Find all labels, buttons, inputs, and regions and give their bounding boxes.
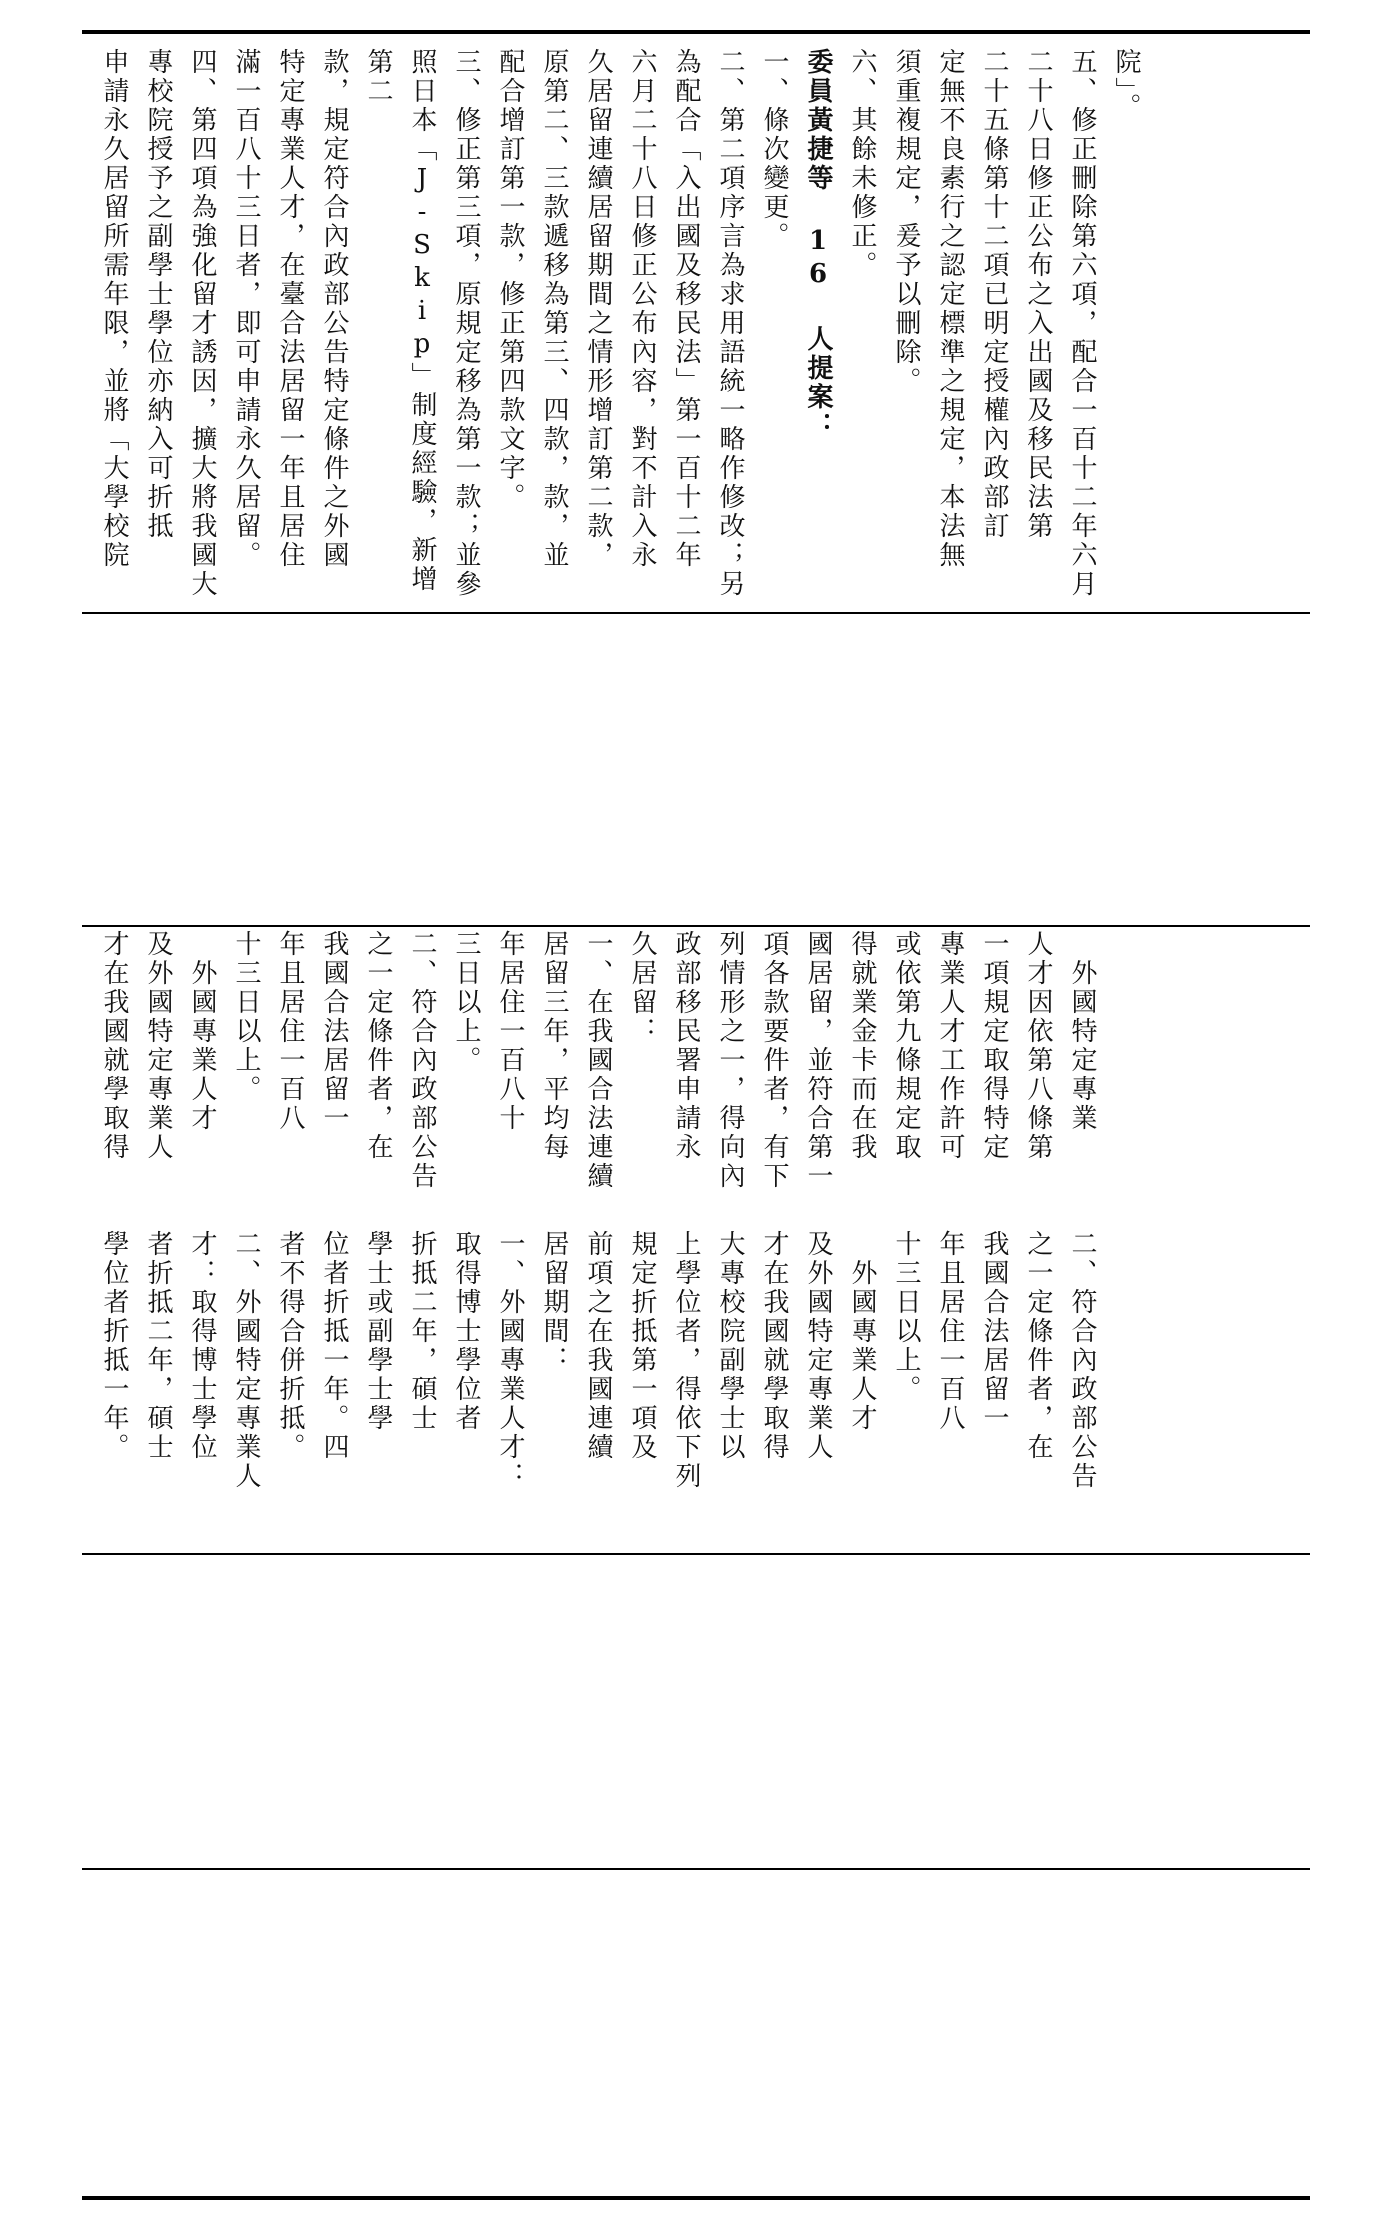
explanation-line-15: 配合增訂第一款，修正第四款文字。 — [495, 48, 525, 512]
original-article-text — [92, 930, 1104, 1230]
original-article-line-20: 十三日以上。 — [231, 930, 261, 1104]
revised-article-line-19: 者不得合併折抵。 — [275, 1230, 305, 1462]
explanation-line-8: 委員黃捷等 16 人提案： — [803, 48, 833, 441]
original-article-line-15: 三日以上。 — [451, 930, 481, 1075]
row-divider-1 — [82, 612, 1310, 614]
revised-article-line-22: 者折抵二年，碩士 — [143, 1230, 173, 1462]
original-article-line-23: 才在我國就學取得 — [99, 930, 129, 1162]
original-article-line-6: 得就業金卡而在我 — [847, 930, 877, 1162]
revised-article-line-21: 才：取得博士學位 — [187, 1230, 217, 1462]
explanation-line-6: 須重複規定，爰予以刪除。 — [891, 48, 921, 396]
explanation-line-13: 久居留連續居留期間之情形增訂第二款， — [583, 48, 613, 570]
explanation-line-5: 定無不良素行之認定標準之規定，本法無 — [935, 48, 965, 570]
revised-article-line-11: 規定折抵第一項及 — [627, 1230, 657, 1462]
original-article-cell — [92, 930, 1304, 1230]
original-article-line-1: 外國特定專業 — [1067, 930, 1097, 1133]
original-article-line-4: 專業人才工作許可 — [935, 930, 965, 1162]
explanation-line-22: 專校院授予之副學士學位亦納入可折抵 — [143, 48, 173, 541]
original-article-line-2: 人才因依第八條第 — [1023, 930, 1053, 1162]
explanation-line-1: 院」。 — [1111, 48, 1141, 122]
revised-article-line-14: 一、外國專業人才： — [495, 1230, 525, 1491]
original-article-line-21: 外國專業人才 — [187, 930, 217, 1133]
revised-article-line-7: 及外國特定專業人 — [803, 1230, 833, 1462]
revised-article-line-23: 學位者折抵一年。 — [99, 1230, 129, 1462]
explanation-line-4: 二十五條第十二項已明定授權內政部訂 — [979, 48, 1009, 541]
explanation-text — [92, 48, 1148, 600]
row-divider-2 — [82, 925, 1310, 927]
explanation-line-12: 六月二十八日修正公布內容，對不計入永 — [627, 48, 657, 570]
original-article-line-8: 項各款要件者，有下 — [759, 930, 789, 1191]
original-article-line-18: 我國合法居留一 — [319, 930, 349, 1133]
revised-article-line-17: 學士或副學士學 — [363, 1230, 393, 1433]
original-article-line-19: 年且居住一百八 — [275, 930, 305, 1133]
revised-article-line-12: 前項之在我國連續 — [583, 1230, 613, 1462]
explanation-line-16: 三、修正第三項，原規定移為第一款；並參 — [451, 48, 481, 599]
revised-article-line-3: 我國合法居留一 — [979, 1230, 1009, 1433]
revised-article-line-4: 年且居住一百八 — [935, 1230, 965, 1433]
revised-article-line-16: 折抵二年，碩士 — [407, 1230, 437, 1433]
explanation-line-19: 特定專業人才，在臺合法居留一年且居住 — [275, 48, 305, 570]
revised-article-cell — [92, 1230, 1304, 1546]
revised-article-line-2: 之一定條件者，在 — [1023, 1230, 1053, 1462]
revised-article-line-9: 大專校院副學士以 — [715, 1230, 745, 1462]
revised-article-line-5: 十三日以上。 — [891, 1230, 921, 1404]
explanation-line-2: 五、修正刪除第六項，配合一百十二年六月 — [1067, 48, 1097, 599]
original-article-line-17: 之一定條件者，在 — [363, 930, 393, 1162]
table-top-border — [82, 30, 1310, 34]
original-article-line-11: 久居留： — [627, 930, 657, 1046]
revised-article-line-13: 居留期間： — [539, 1230, 569, 1375]
explanation-line-17: 照日本「J-Skip」制度經驗，新增第二 — [363, 48, 437, 594]
revised-article-line-20: 二、外國特定專業人 — [231, 1230, 261, 1491]
revised-article-line-8: 才在我國就學取得 — [759, 1230, 789, 1462]
revised-article-line-15: 取得博士學位者 — [451, 1230, 481, 1433]
explanation-line-20: 滿一百八十三日者，即可申請永久居留。 — [231, 48, 261, 570]
original-article-line-10: 政部移民署申請永 — [671, 930, 701, 1162]
explanation-line-7: 六、其餘未修正。 — [847, 48, 877, 280]
explanation-line-18: 款，規定符合內政部公告特定條件之外國 — [319, 48, 349, 570]
table-bottom-border — [82, 2196, 1310, 2200]
revised-article-line-6: 外國專業人才 — [847, 1230, 877, 1433]
row-divider-3 — [82, 1553, 1310, 1555]
explanation-cell — [92, 48, 1304, 600]
revised-article-text — [92, 1230, 1104, 1546]
explanation-line-21: 四、第四項為強化留才誘因，擴大將我國大 — [187, 48, 217, 599]
explanation-line-23: 申請永久居留所需年限，並將「大學校院 — [99, 48, 129, 570]
revised-article-line-10: 上學位者，得依下列 — [671, 1230, 701, 1491]
original-article-line-13: 居留三年，平均每 — [539, 930, 569, 1162]
original-article-line-12: 一、在我國合法連續 — [583, 930, 613, 1191]
original-article-line-5: 或依第九條規定取 — [891, 930, 921, 1162]
explanation-line-9: 一、條次變更。 — [759, 48, 789, 251]
original-article-line-14: 年居住一百八十 — [495, 930, 525, 1133]
original-article-line-22: 及外國特定專業人 — [143, 930, 173, 1162]
revised-article-line-18: 位者折抵一年。四 — [319, 1230, 349, 1462]
explanation-line-11: 為配合「入出國及移民法」第一百十二年 — [671, 48, 701, 570]
explanation-line-14: 原第二、三款遞移為第三、四款，款，並 — [539, 48, 569, 570]
original-article-line-7: 國居留，並符合第一 — [803, 930, 833, 1191]
row-divider-4 — [82, 1868, 1310, 1870]
original-article-line-3: 一項規定取得特定 — [979, 930, 1009, 1162]
original-article-line-16: 二、符合內政部公告 — [407, 930, 437, 1191]
explanation-line-3: 二十八日修正公布之入出國及移民法第 — [1023, 48, 1053, 541]
revised-article-line-1: 二、符合內政部公告 — [1067, 1230, 1097, 1491]
explanation-line-10: 二、第二項序言為求用語統一略作修改；另 — [715, 48, 745, 599]
original-article-line-9: 列情形之一，得向內 — [715, 930, 745, 1191]
